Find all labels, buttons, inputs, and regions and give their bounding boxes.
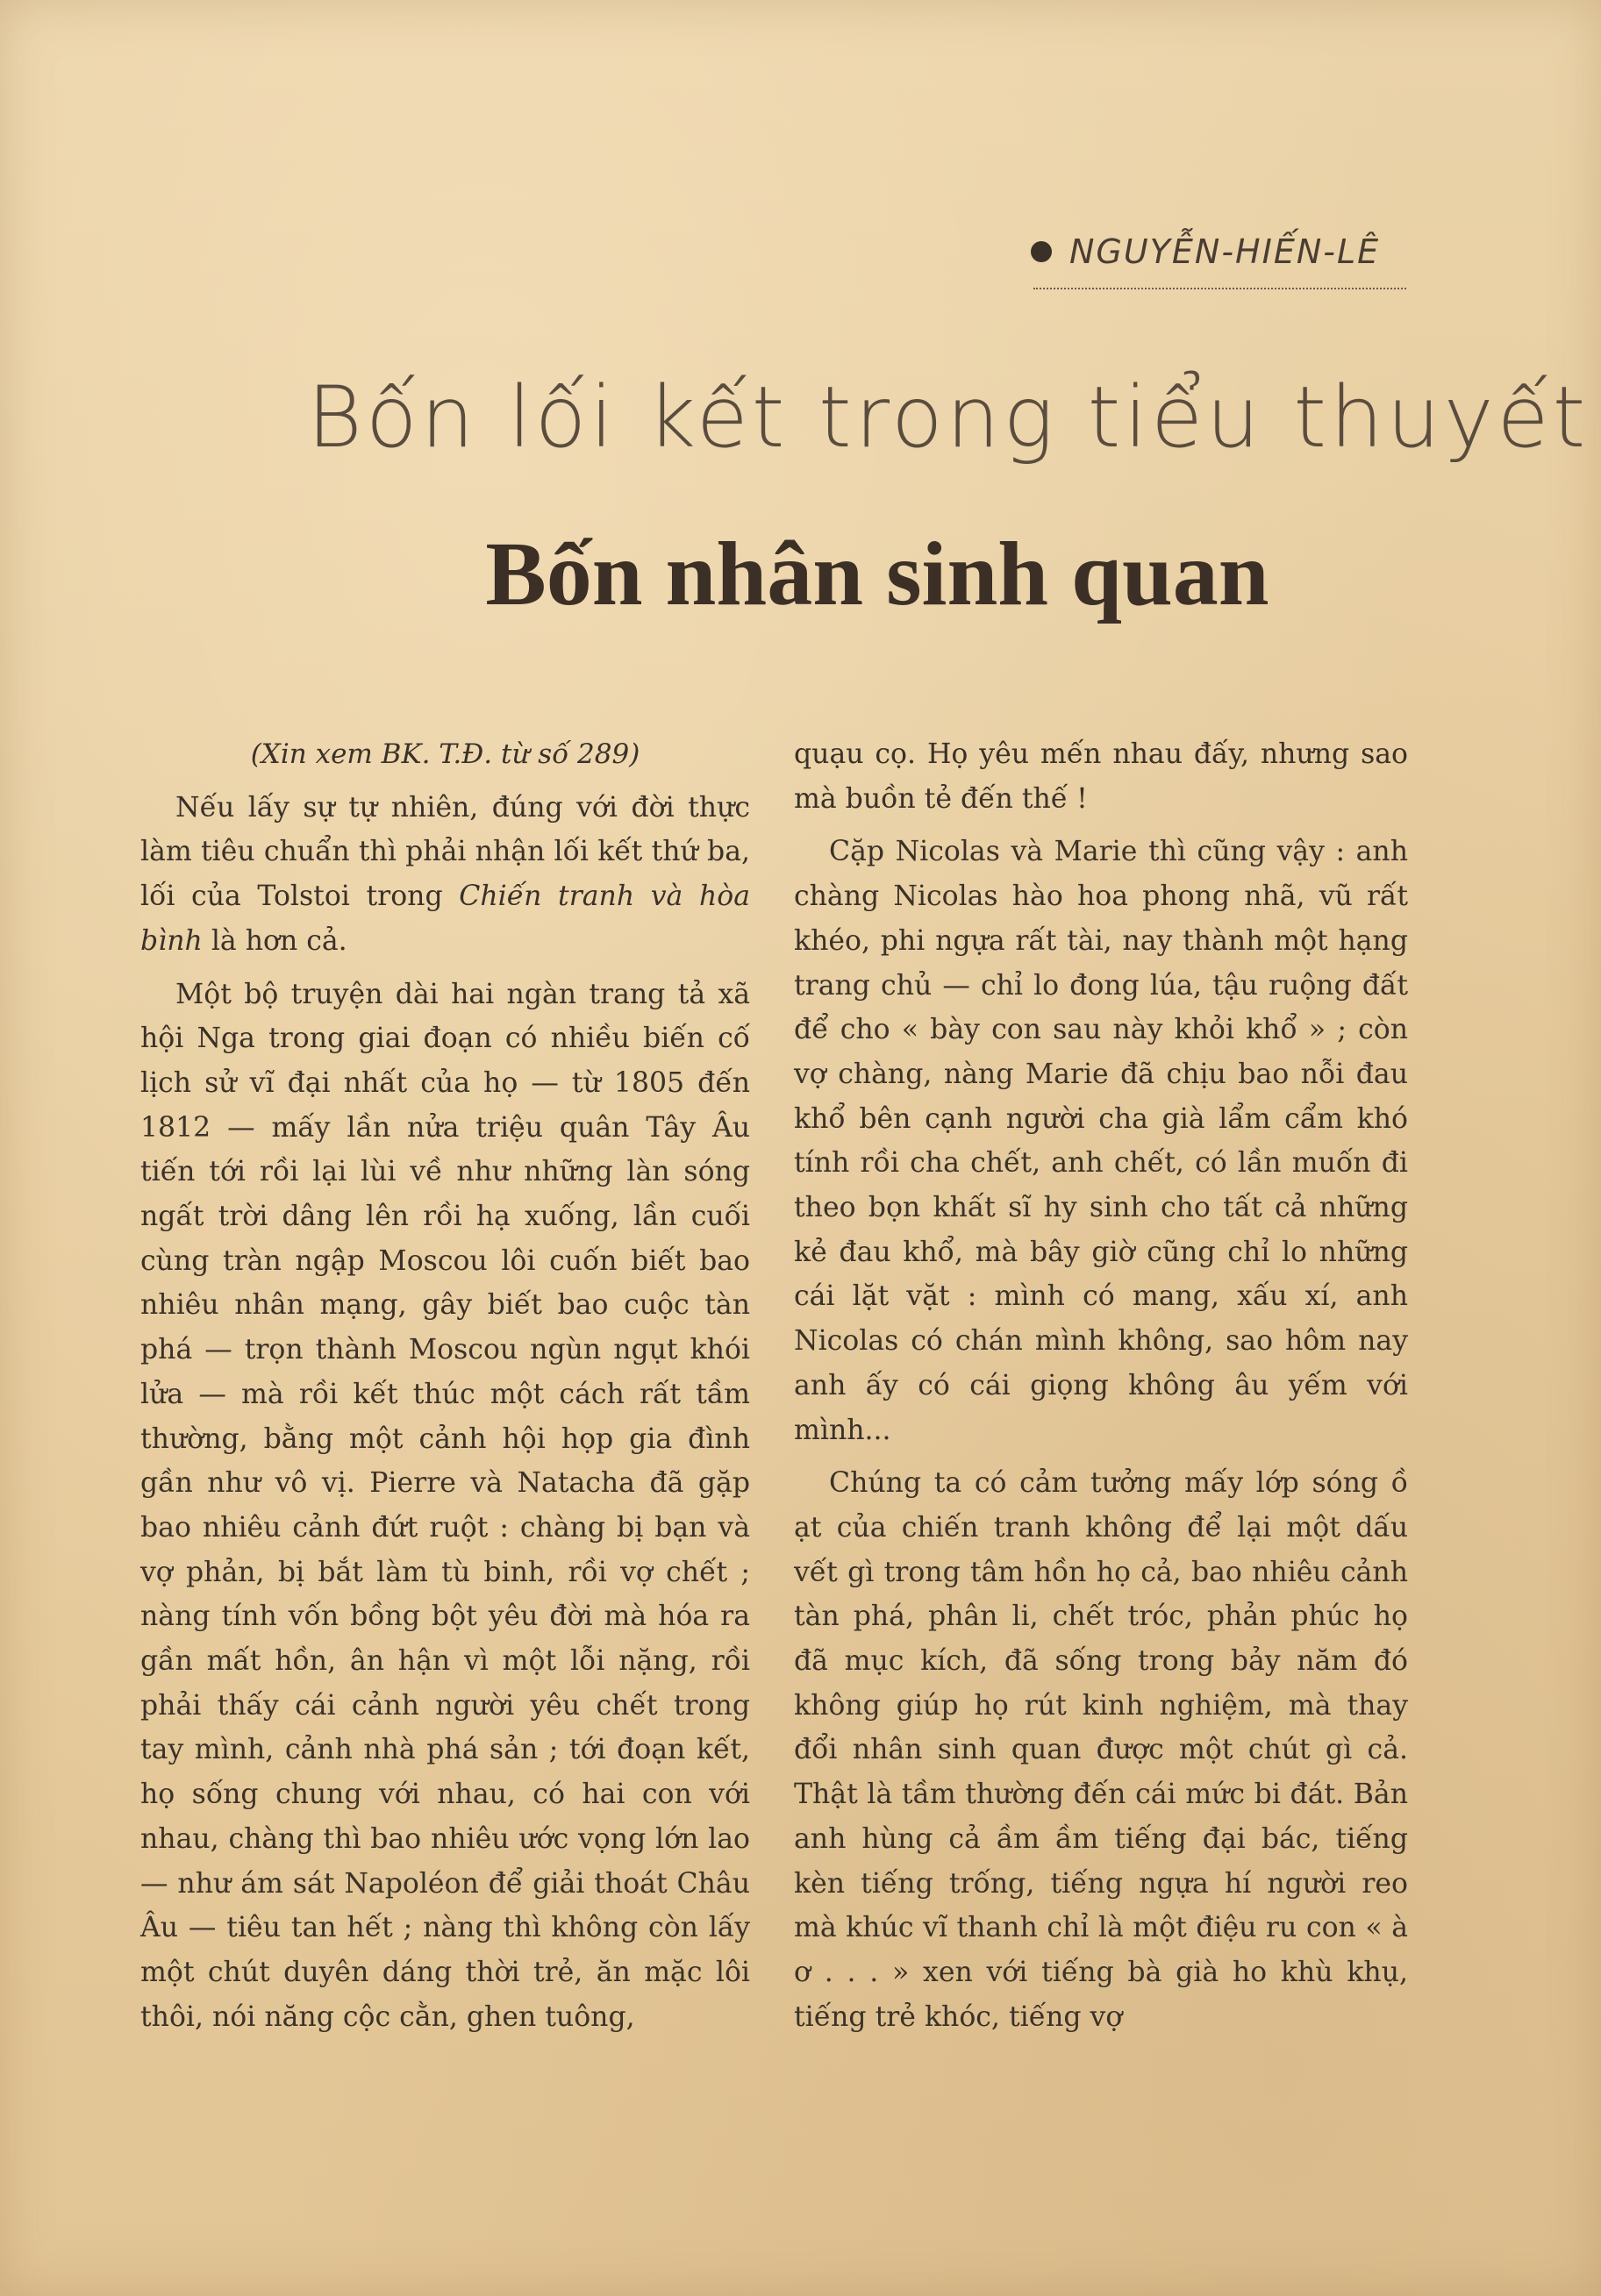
book-title: Chiến tranh và hòa bình bbox=[140, 881, 750, 957]
paragraph: Cặp Nicolas và Marie thì cũng vậy : anh chàng Nicolas hào hoa phong nhã, vũ rất khéo, phi ngựa rất tài, nay thành một hạng trang chủ — chỉ lo đong lúa, tậu ruộng đất để cho « bày con sau này khỏi khổ » ; còn vợ chàng, nàng Marie đã chịu bao nỗi đau khổ bên cạnh người cha già lẩm cẩm khó tính rồi cha chết, anh chết, có lần muốn đi theo bọn khất sĩ hy sinh cho tất cả những kẻ đau khổ, mà bây giờ cũng chỉ lo những cái lặt vặt : mình có mang, xấu xí, anh Nicolas có chán mình không, sao hôm nay anh ấy có cái giọng không âu yếm với mình... bbox=[794, 836, 1408, 1446]
text-column-right bbox=[794, 732, 1408, 2039]
author-underline bbox=[1033, 288, 1406, 289]
paragraph: quạu cọ. Họ yêu mến nhau đấy, nhưng sao mà buồn tẻ đến thế ! bbox=[794, 738, 1408, 815]
paragraph: Chúng ta có cảm tưởng mấy lớp sóng ồ ạt của chiến tranh không để lại một dấu vết gì trong tâm hồn họ cả, bao nhiêu cảnh tàn phá, phân li, chết tróc, phản phúc họ đã mục kích, đã sống trong bảy năm đó không giúp họ rút kinh nghiệm, mà thay đổi nhân sinh quan được một chút gì cả. Thật là tầm thường đến cái mức bi đát. Bản anh hùng cả ầm ầm tiếng đại bác, tiếng kèn tiếng trống, tiếng ngựa hí người reo mà khúc vĩ thanh chỉ là một điệu ru con « à ơ . . . » xen với tiếng bà già ho khù khụ, tiếng trẻ khóc, tiếng vợ bbox=[794, 1467, 1408, 2033]
paragraph-text: Nếu lấy sự tự nhiên, đúng với đời thực làm tiêu chuẩn thì phải nhận lối kết thứ ba, lối của Tolstoi trong bbox=[140, 791, 750, 913]
reference-note: (Xin xem BK. T.Đ. từ số 289) bbox=[250, 738, 640, 770]
article-subtitle: Bốn lối kết trong tiểu thuyết bbox=[307, 368, 1590, 467]
paragraph: Một bộ truyện dài hai ngàn trang tả xã hội Nga trong giai đoạn có nhiều biến cố lịch sử vĩ đại nhất của họ — từ 1805 đến 1812 — mấy lần nửa triệu quân Tây Âu tiến tới rồi lại lùi về như những làn sóng ngất trời dâng lên rồi hạ xuống, lần cuối cùng tràn ngập Moscou lôi cuốn biết bao nhiêu nhân mạng, gây biết bao cuộc tàn phá — trọn thành Moscou ngùn ngụt khói lửa — mà rồi kết thúc một cách rất tầm thường, bằng một cảnh hội họp gia đình gần như vô vị. Pierre và Natacha đã gặp bao nhiêu cảnh đứt ruột : chàng bị bạn và vợ phản, bị bắt làm tù binh, rồi vợ chết ; nàng tính vốn bồng bột yêu đời mà hóa ra gần mất hồn, ân hận vì một lỗi nặng, rồi phải thấy cái cảnh người yêu chết trong tay mình, cảnh nhà phá sản ; tới đoạn kết, họ sống chung với nhau, có hai con với nhau, chàng thì bao nhiêu ước vọng lớn lao — như ám sát Napoléon để giải thoát Châu Âu — tiêu tan hết ; nàng thì không còn lấy một chút duyên dáng thời trẻ, ăn mặc lôi thôi, nói năng cộc cằn, ghen tuông, bbox=[140, 978, 750, 2033]
text-column-left bbox=[140, 732, 750, 2039]
article-title: Bốn nhân sinh quan bbox=[485, 524, 1269, 624]
paragraph bbox=[140, 786, 750, 964]
author-byline bbox=[1031, 232, 1408, 271]
bullet-icon bbox=[1031, 241, 1052, 262]
paragraph-text: là hơn cả. bbox=[202, 924, 347, 957]
author-name: NGUYỄN-HIẾN-LÊ bbox=[1069, 232, 1381, 271]
